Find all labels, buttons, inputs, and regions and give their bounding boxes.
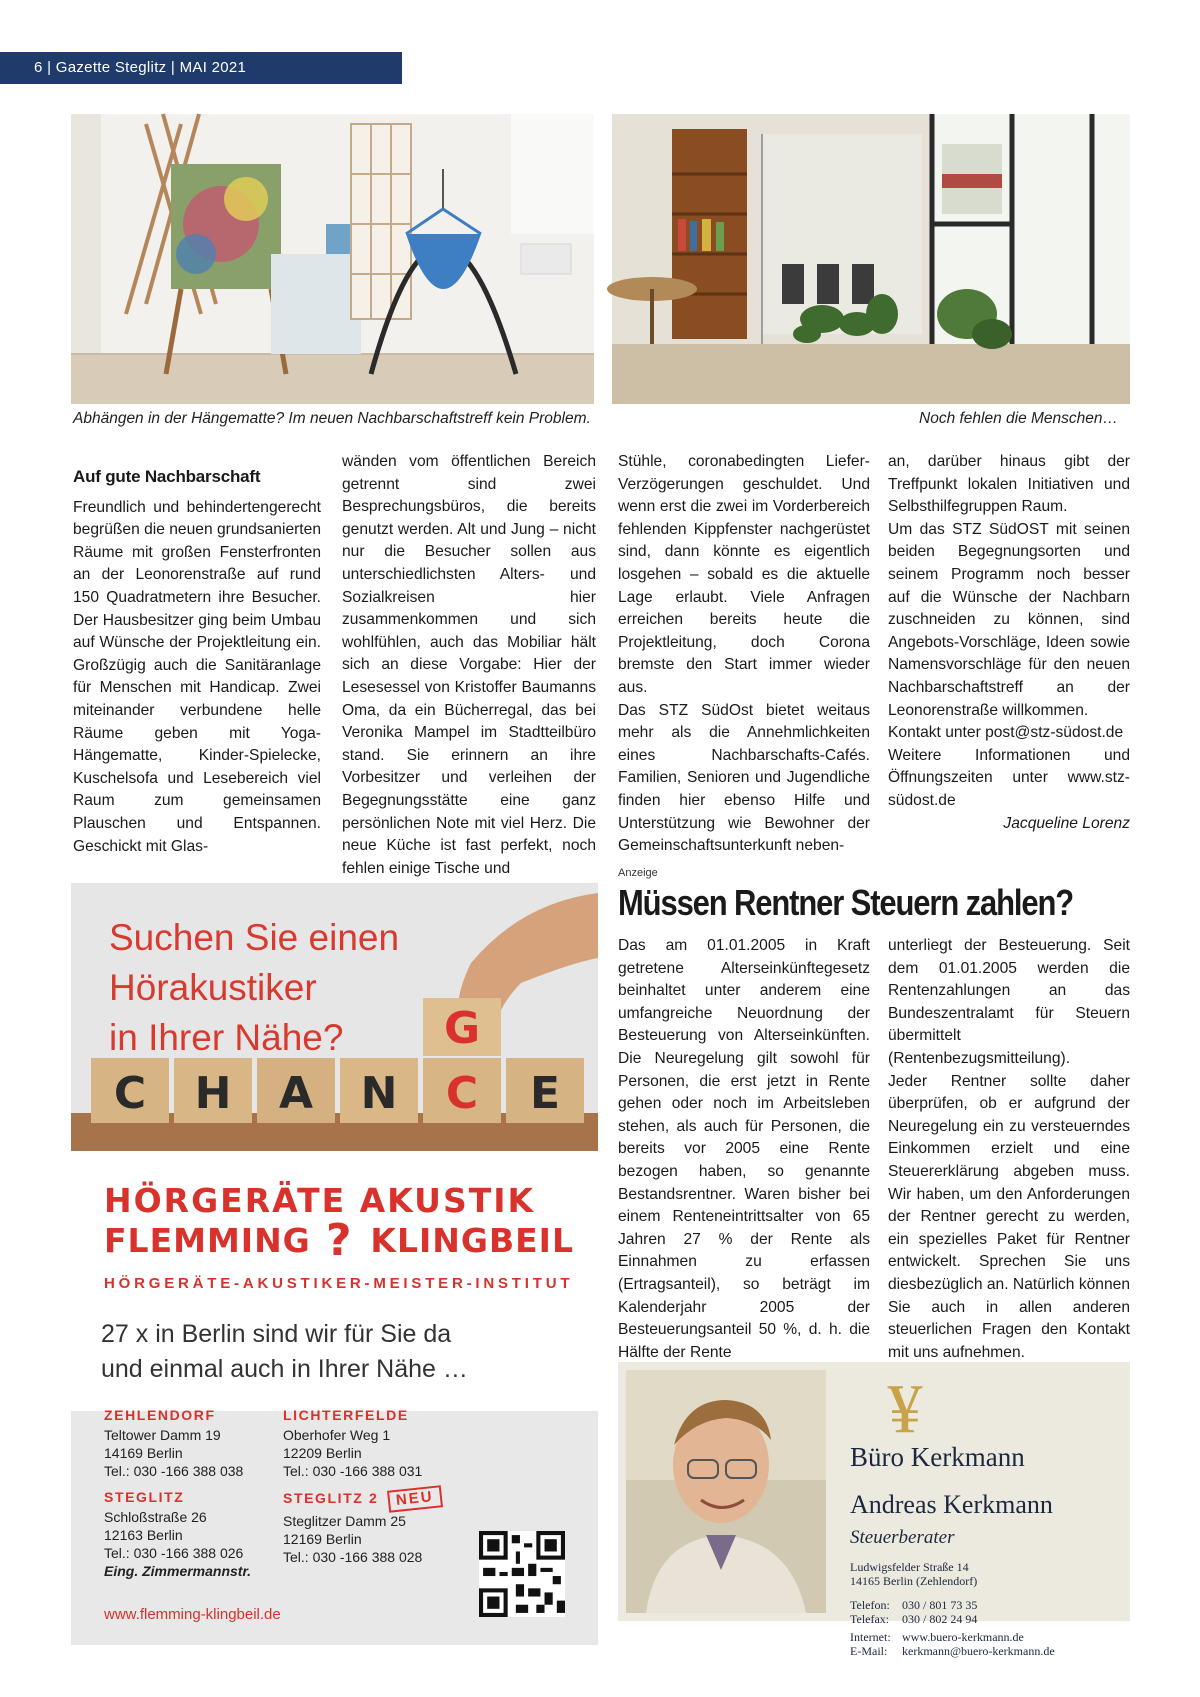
branch-steglitz (104, 1488, 251, 1580)
tax-title: Müssen Rentner Steuern zahlen? (618, 882, 1074, 923)
ear-logo-icon: ? (326, 1215, 353, 1266)
kerkmann-role: Steuerberater (850, 1527, 955, 1548)
ad-hoerakustik (71, 883, 598, 1645)
brand-line-2 (104, 1215, 574, 1266)
tax-col-2 (888, 935, 1130, 1364)
branch-note: Eing. Zimmermannstr. (104, 1563, 252, 1579)
branch-zehlendorf (104, 1406, 243, 1480)
empty-room-illustration (612, 114, 1130, 404)
ad-tagline-2: und einmal auch in Ihrer Nähe … (101, 1355, 468, 1383)
caption-left: Abhängen in der Hängematte? Im neuen Nachbarschaftstreff kein Problem. (73, 410, 591, 427)
fax-number: 030 / 802 24 94 (902, 1612, 978, 1626)
article-col-1 (73, 466, 321, 858)
caption-right: Noch fehlen die Menschen… (919, 410, 1119, 427)
ad-label: Anzeige (618, 867, 658, 879)
brand-line-1: HÖRGERÄTE AKUSTIK (104, 1181, 536, 1220)
ad-tagline-1: 27 x in Berlin sind wir für Sie da (101, 1320, 452, 1348)
article-text-3a: Stühle, coronabedingten Liefer-Verzögerungen geschuldet. Und wenn erst die zwei im Vorderbereich fehlenden Kippfenster nachgerüstet sind, dann könnte es eigentlich losgehen – sobald es die aktuelle Lage erlaubt. Viele Anfragen erreichen bereits heute die Projektleitung, doch Corona bremste den Start immer wieder aus. (618, 453, 870, 696)
branch-street: Oberhofer Weg 1 (283, 1427, 391, 1443)
ad-question-3: in Ihrer Nähe? (109, 1017, 344, 1058)
page-label: 6 | Gazette Steglitz | MAI 2021 (34, 59, 247, 76)
branch-tel: Tel.: 030 -166 388 038 (104, 1463, 244, 1479)
tax-col-1 (618, 935, 870, 1364)
web-label: Internet: (850, 1630, 891, 1644)
branch-city: 12169 Berlin (283, 1531, 362, 1547)
article-text-4b: Um das STZ SüdOST mit seinen beiden Begegnungsorten und seinem Programm noch besser auf die Wünsche der Nachbarn zuschneiden zu können, sind Angebots-Vorschläge, Ideen sowie Namensvorschläge für den neuen Nachbarschaftstreff an der Leonorenstraße willkommen. (888, 520, 1130, 719)
fax-label: Telefax: (850, 1612, 890, 1626)
article-author: Jacqueline Lorenz (1003, 814, 1130, 832)
new-badge: NEU (387, 1485, 443, 1512)
article-info: Weitere Informationen und Öffnungszeiten unter www.stz-südost.de (888, 746, 1130, 809)
phone-number: 030 / 801 73 35 (902, 1598, 978, 1612)
block-letter-n: N (360, 1068, 398, 1119)
article-col-3 (618, 451, 870, 858)
tax-text-1: Das am 01.01.2005 in Kraft getretene Alterseinkünftegesetz beinhaltet unter anderem eine umfangreiche Neuordnung der Besteuerung von Alterseinkünften. Die Neuregelung gilt sowohl für Personen, die erst jetzt in Rente gehen oder noch im Arbeitsleben stehen, als auch für Personen, die bereits vor 2005 eine Rente bezogen haben, so genannte Bestandsrentner. Waren bisher bei einem Renteneintrittsalter von 65 Jahren 27 % der Rente als Einnahmen zu erfassen (Ertragsanteil), so beträgt im Kalenderjahr 2005 der Besteuerungsanteil 50 %, d. h. die Hälfte der Rente (618, 937, 870, 1361)
article-text-2: wänden vom öffentlichen Bereich getrennt sind zwei Besprechungsbüros, die bereits genutzt werden. Alt und Jung – nicht nur die Besucher sollen aus unterschiedlichsten Alters- und Sozialkreisen hier zusammenkommen und sich wohlfühlen, auch das Mobiliar hält sich an diese Vorgabe: Hier der Lesesessel von Kristoffer Baumanns Oma, da ein Bücherregal, das bei Veronika Mampel im Stadtteilbüro stand. Sie erinnern an ihre Vorbesitzer und verleihen der Begegnungsstätte eine ganz persönlichen Note mit viel Herz. Die neue Küche ist fast perfekt, noch fehlen einige Tische und (342, 453, 596, 877)
branch-city: 12163 Berlin (104, 1527, 183, 1543)
article-text-1: Freundlich und behindertengerecht begrüßen die neuen grundsanierten Räume mit großen Fensterfronten an der Leonorenstraße auf rund 150 Quadratmetern ihre Besucher. Der Hausbesitzer ging beim Umbau auf Wünsche der Projektleitung ein. Großzügig auch die Sanitäranlage für Menschen mit Handicap. Zwei miteinander verbundene helle Räume geben mit Yoga-Hängematte, Kinder-Spielecke, Kuschelsofa und Lesebereich viel Raum zum gemeinsamen Plauschen und Entspannen. Geschickt mit Glas- (73, 498, 321, 855)
kerkmann-office: Büro Kerkmann (850, 1442, 1025, 1472)
mail-label: E-Mail: (850, 1644, 888, 1658)
branch-street: Teltower Damm 19 (104, 1427, 221, 1443)
kerkmann-address (850, 1560, 977, 1588)
article-col-2 (342, 451, 596, 880)
portrait-photo (626, 1370, 826, 1613)
photo-hammock-room (71, 114, 594, 404)
ad-question (109, 913, 399, 1063)
branch-title: ZEHLENDORF (104, 1407, 216, 1423)
article-headline: Auf gute Nachbarschaft (73, 467, 261, 486)
branch-tel: Tel.: 030 -166 388 028 (283, 1549, 423, 1565)
article-text-4a: an, darüber hinaus gibt der Treffpunkt lokalen Initiativen und Selbsthilfegruppen Raum. (888, 453, 1130, 516)
brand-flemming: FLEMMING (104, 1221, 311, 1260)
yen-logo-icon (870, 1371, 940, 1448)
photo-empty-room (612, 114, 1130, 404)
ad-website-link[interactable]: www.flemming-klingbeil.de (104, 1606, 281, 1623)
branch-city: 14169 Berlin (104, 1445, 183, 1461)
ad-tagline (101, 1317, 468, 1387)
tax-text-2a: unterliegt der Besteuerung. Seit dem 01.01.2005 werden die Rentenzahlungen an das Bundeszentralamt für Steuern übermittelt (Rentenbezugsmitteilung). (888, 937, 1130, 1067)
kerkmann-street: Ludwigsfelder Straße 14 (850, 1560, 969, 1574)
ad-kerkmann (618, 1362, 1130, 1658)
branch-steglitz-2 (283, 1488, 442, 1566)
article-col-4 (888, 451, 1130, 835)
block-letter-g: G (443, 1003, 481, 1054)
svg-text:¥: ¥ (887, 1371, 923, 1448)
ad-question-2: Hörakustiker (109, 967, 317, 1008)
branch-street: Schloßstraße 26 (104, 1509, 207, 1525)
page-header (0, 52, 402, 84)
article-contact: Kontakt unter post@stz-südost.de (888, 724, 1124, 742)
tax-text-2b: Jeder Rentner sollte daher überprüfen, ob er aufgrund der Neuregelung ein zu versteuerndes Einkommen erzielt und eine Steuererklärung abgeben muss. Wir haben, um den Anforderungen der Rentner gerecht zu werden, ein spezielles Paket für Rentner entwickelt. Sprechen Sie uns diesbezüglich an. Natürlich können Sie auch in allen anderen steuerlichen Fragen den Kontakt mit uns aufnehmen. (888, 1072, 1130, 1361)
phone-label: Telefon: (850, 1598, 890, 1612)
qr-code-icon[interactable] (479, 1531, 565, 1617)
branch-title: STEGLITZ (104, 1489, 185, 1505)
kerkmann-city: 14165 Berlin (Zehlendorf) (850, 1574, 978, 1588)
branch-city: 12209 Berlin (283, 1445, 362, 1461)
article-text-3b: Das STZ SüdOst bietet weitaus mehr als die Annehmlichkeiten eines Nachbarschafts-Cafés. Familien, Senioren und Jugendliche finden hier ebenso Hilfe und Unterstützung wie Bewohner der Gemeinschaftsunterkunft neben- (618, 701, 870, 855)
block-letter-a: A (278, 1068, 314, 1119)
branch-title: STEGLITZ 2 (283, 1490, 379, 1506)
ad-question-1: Suchen Sie einen (109, 917, 400, 958)
kerkmann-name: Andreas Kerkmann (850, 1490, 1053, 1519)
block-letter-c: C (113, 1068, 147, 1119)
brand-subtitle: HÖRGERÄTE-AKUSTIKER-MEISTER-INSTITUT (104, 1275, 574, 1292)
block-letter-h: H (194, 1068, 232, 1119)
block-letter-e: E (529, 1068, 561, 1119)
branch-lichterfelde (283, 1406, 422, 1480)
branch-street: Steglitzer Damm 25 (283, 1513, 406, 1529)
block-letter-c2: C (445, 1068, 479, 1119)
kerkmann-contact (850, 1598, 1055, 1658)
branch-title: LICHTERFELDE (283, 1407, 409, 1423)
branch-tel: Tel.: 030 -166 388 031 (283, 1463, 423, 1479)
mail-link[interactable]: kerkmann@buero-kerkmann.de (902, 1644, 1055, 1658)
hammock-room-illustration (71, 114, 594, 404)
brand-klingbeil: KLINGBEIL (370, 1221, 574, 1260)
branch-tel: Tel.: 030 -166 388 026 (104, 1545, 244, 1561)
web-link[interactable]: www.buero-kerkmann.de (902, 1630, 1024, 1644)
